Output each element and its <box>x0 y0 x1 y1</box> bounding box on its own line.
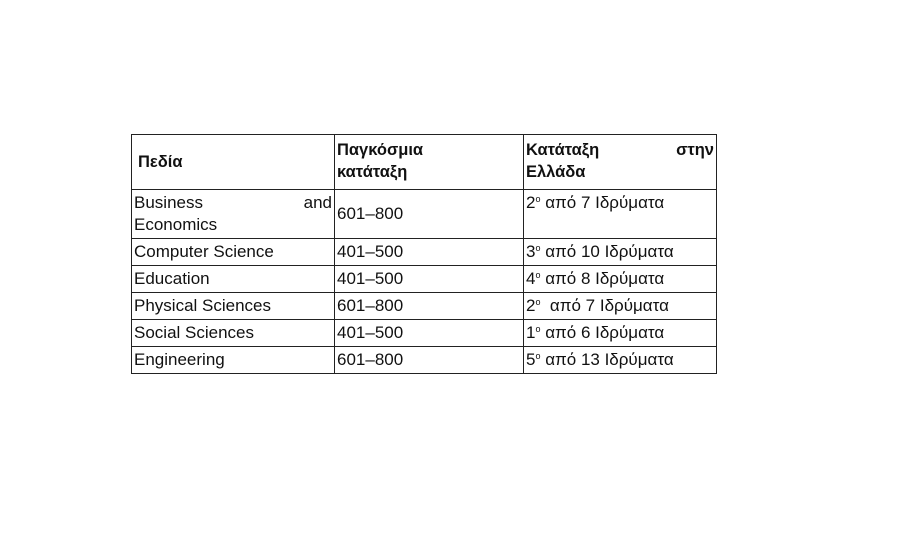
header-greece-rank-line2: Ελλάδα <box>526 163 586 181</box>
cell-world-rank <box>335 266 524 293</box>
cell-world-rank-value: 601–800 <box>337 350 404 369</box>
cell-greece-ordinal: ο <box>535 270 541 280</box>
cell-greece-rest: από 13 Ιδρύματα <box>540 350 674 369</box>
cell-greece-rest: από 7 Ιδρύματα <box>540 296 669 315</box>
cell-world-rank <box>335 320 524 347</box>
table-row <box>132 347 717 374</box>
header-world-rank-line1: Παγκόσμια <box>337 141 424 159</box>
cell-greece-position: 1 <box>526 323 536 342</box>
cell-world-rank-value: 401–500 <box>337 323 404 342</box>
cell-field-value: Engineering <box>134 350 225 369</box>
cell-greece-rest: από 8 Ιδρύματα <box>540 269 665 288</box>
cell-greece-rank <box>524 266 717 293</box>
cell-world-rank <box>335 347 524 374</box>
cell-field <box>132 190 335 239</box>
cell-field-word2: and <box>303 193 332 212</box>
table-row <box>132 190 717 239</box>
cell-greece-rest: από 7 Ιδρύματα <box>540 193 665 212</box>
table-body <box>132 190 717 374</box>
cell-greece-ordinal: ο <box>535 194 541 204</box>
header-greece-rank <box>524 135 717 190</box>
cell-field-value: Education <box>134 269 210 288</box>
cell-greece-ordinal: ο <box>535 243 541 253</box>
cell-greece-ordinal: ο <box>535 324 541 334</box>
cell-greece-rank <box>524 347 717 374</box>
table-row <box>132 320 717 347</box>
cell-field-value: Social Sciences <box>134 323 255 342</box>
cell-world-rank-value: 401–500 <box>337 242 404 261</box>
cell-field-value: Physical Sciences <box>134 296 272 315</box>
cell-greece-position: 4 <box>526 269 536 288</box>
cell-field-word1: Business <box>134 193 203 212</box>
cell-greece-ordinal: ο <box>535 351 541 361</box>
cell-world-rank <box>335 293 524 320</box>
cell-field-value: Computer Science <box>134 242 274 261</box>
cell-world-rank-value: 601–800 <box>337 204 404 223</box>
cell-field <box>132 320 335 347</box>
header-greece-rank-line1 <box>526 139 714 161</box>
cell-field <box>132 293 335 320</box>
cell-greece-rank <box>524 293 717 320</box>
table-header <box>132 135 717 190</box>
cell-field-line2: Economics <box>134 215 218 234</box>
header-world-rank-line2: κατάταξη <box>337 163 408 181</box>
table-row <box>132 266 717 293</box>
rankings-table <box>131 134 717 374</box>
cell-field <box>132 266 335 293</box>
cell-field-line1 <box>134 192 332 214</box>
cell-world-rank-value: 601–800 <box>337 296 404 315</box>
header-fields <box>132 135 335 190</box>
cell-world-rank <box>335 239 524 266</box>
cell-greece-position: 3 <box>526 242 536 261</box>
cell-greece-rest: από 6 Ιδρύματα <box>540 323 665 342</box>
header-world-rank <box>335 135 524 190</box>
cell-greece-rank <box>524 239 717 266</box>
cell-greece-position: 5 <box>526 350 536 369</box>
cell-greece-rest: από 10 Ιδρύματα <box>540 242 674 261</box>
cell-greece-rank <box>524 190 717 239</box>
cell-greece-rank <box>524 320 717 347</box>
header-row <box>132 135 717 190</box>
cell-greece-ordinal: ο <box>535 297 541 307</box>
cell-greece-position: 2 <box>526 296 536 315</box>
header-greece-rank-word2: στην <box>676 141 714 159</box>
cell-world-rank-value: 401–500 <box>337 269 404 288</box>
cell-greece-position: 2 <box>526 193 536 212</box>
cell-field <box>132 347 335 374</box>
header-fields-label: Πεδία <box>138 153 183 171</box>
table-row <box>132 239 717 266</box>
header-greece-rank-word1: Κατάταξη <box>526 141 600 159</box>
cell-world-rank <box>335 190 524 239</box>
table-row <box>132 293 717 320</box>
cell-field <box>132 239 335 266</box>
